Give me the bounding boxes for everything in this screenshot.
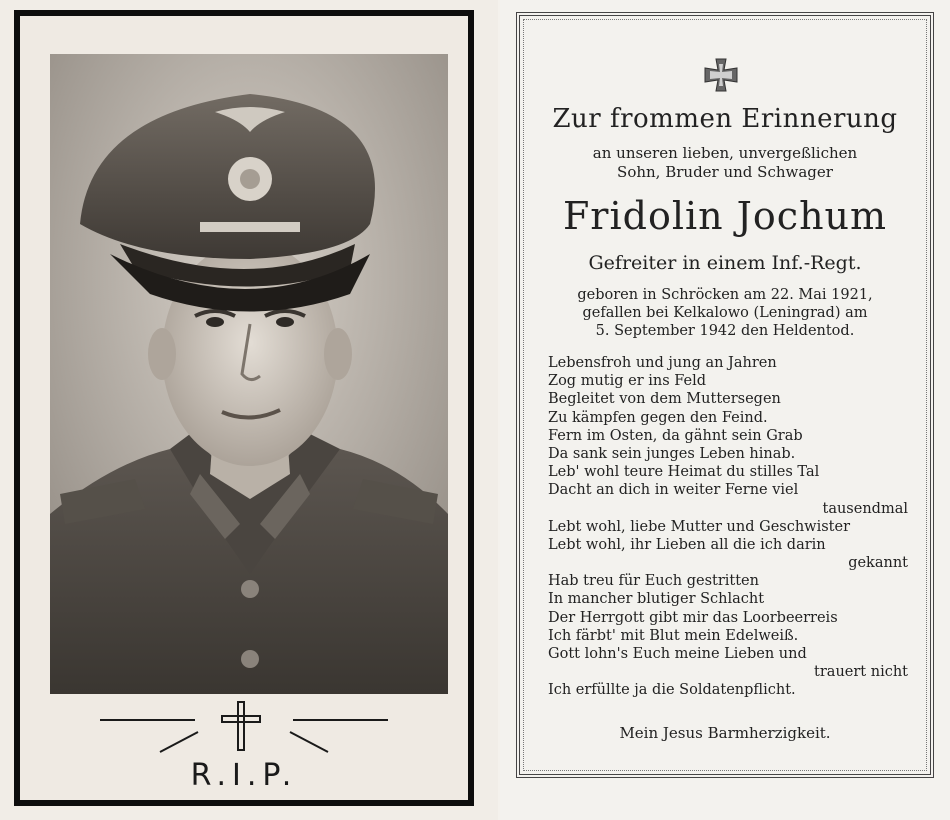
poem-line: Hab treu für Euch gestritten [548,573,759,590]
dedication-line-2: Sohn, Bruder und Schwager [617,163,833,181]
poem-line: Leb' wohl teure Heimat du stilles Tal [548,464,820,481]
poem-line: Dacht an dich in weiter Ferne viel [548,482,799,499]
poem-line: Ich erfüllte ja die Soldatenpflicht. [548,682,796,699]
poem-line: Lebt wohl, liebe Mutter und Geschwister [548,518,851,535]
dedication-line-1: an unseren lieben, unvergeßlichen [592,144,858,162]
bio-line: geboren in Schröcken am 22. Mai 1921, [577,287,873,303]
bio-line: 5. September 1942 den Heldentod. [595,323,855,339]
poem-line: Da sank sein junges Leben hinab. [548,445,796,462]
poem-line: Begleitet von dem Muttersegen [548,391,781,408]
poem-line: Lebensfroh und jung an Jahren [548,355,777,371]
iron-cross-icon [704,58,738,92]
poem-line: Gott lohn's Euch meine Lieben und [548,646,807,662]
poem-line: trauert nicht [814,664,908,681]
soldier-portrait-photo [50,54,448,694]
poem-line: Der Herrgott gibt mir das Loorbeerreis [548,609,838,626]
black-mourning-border [14,10,474,806]
poem-line: Fern im Osten, da gähnt sein Grab [548,427,803,444]
rip-label: R.I.P. [190,758,298,793]
rip-emblem [20,692,468,802]
soldier-portrait-illustration [50,54,448,694]
poem-line: tausendmal [822,500,908,517]
biography [500,286,950,340]
deceased-name: Fridolin Jochum [562,194,888,238]
military-rank: Gefreiter in einem Inf.-Regt. [588,252,862,274]
cross-with-rays-icon [20,692,468,762]
poem-line: Ich färbt' mit Blut mein Edelweiß. [548,627,799,644]
poem-line: Zog mutig er ins Feld [548,373,707,390]
poem-line: gekannt [848,555,908,572]
poem-line: Lebt wohl, ihr Lieben all die ich darin [548,536,826,553]
memorial-poem [548,354,908,700]
memorial-heading: Zur frommen Erinnerung [552,104,898,134]
poem-line: In mancher blutiger Schlacht [548,591,765,608]
memorial-card-back [500,0,950,820]
poem-line: Zu kämpfen gegen den Feind. [548,409,768,426]
bio-line: gefallen bei Kelkalowo (Leningrad) am [582,305,868,321]
closing-prayer: Mein Jesus Barmherzigkeit. [619,724,831,742]
